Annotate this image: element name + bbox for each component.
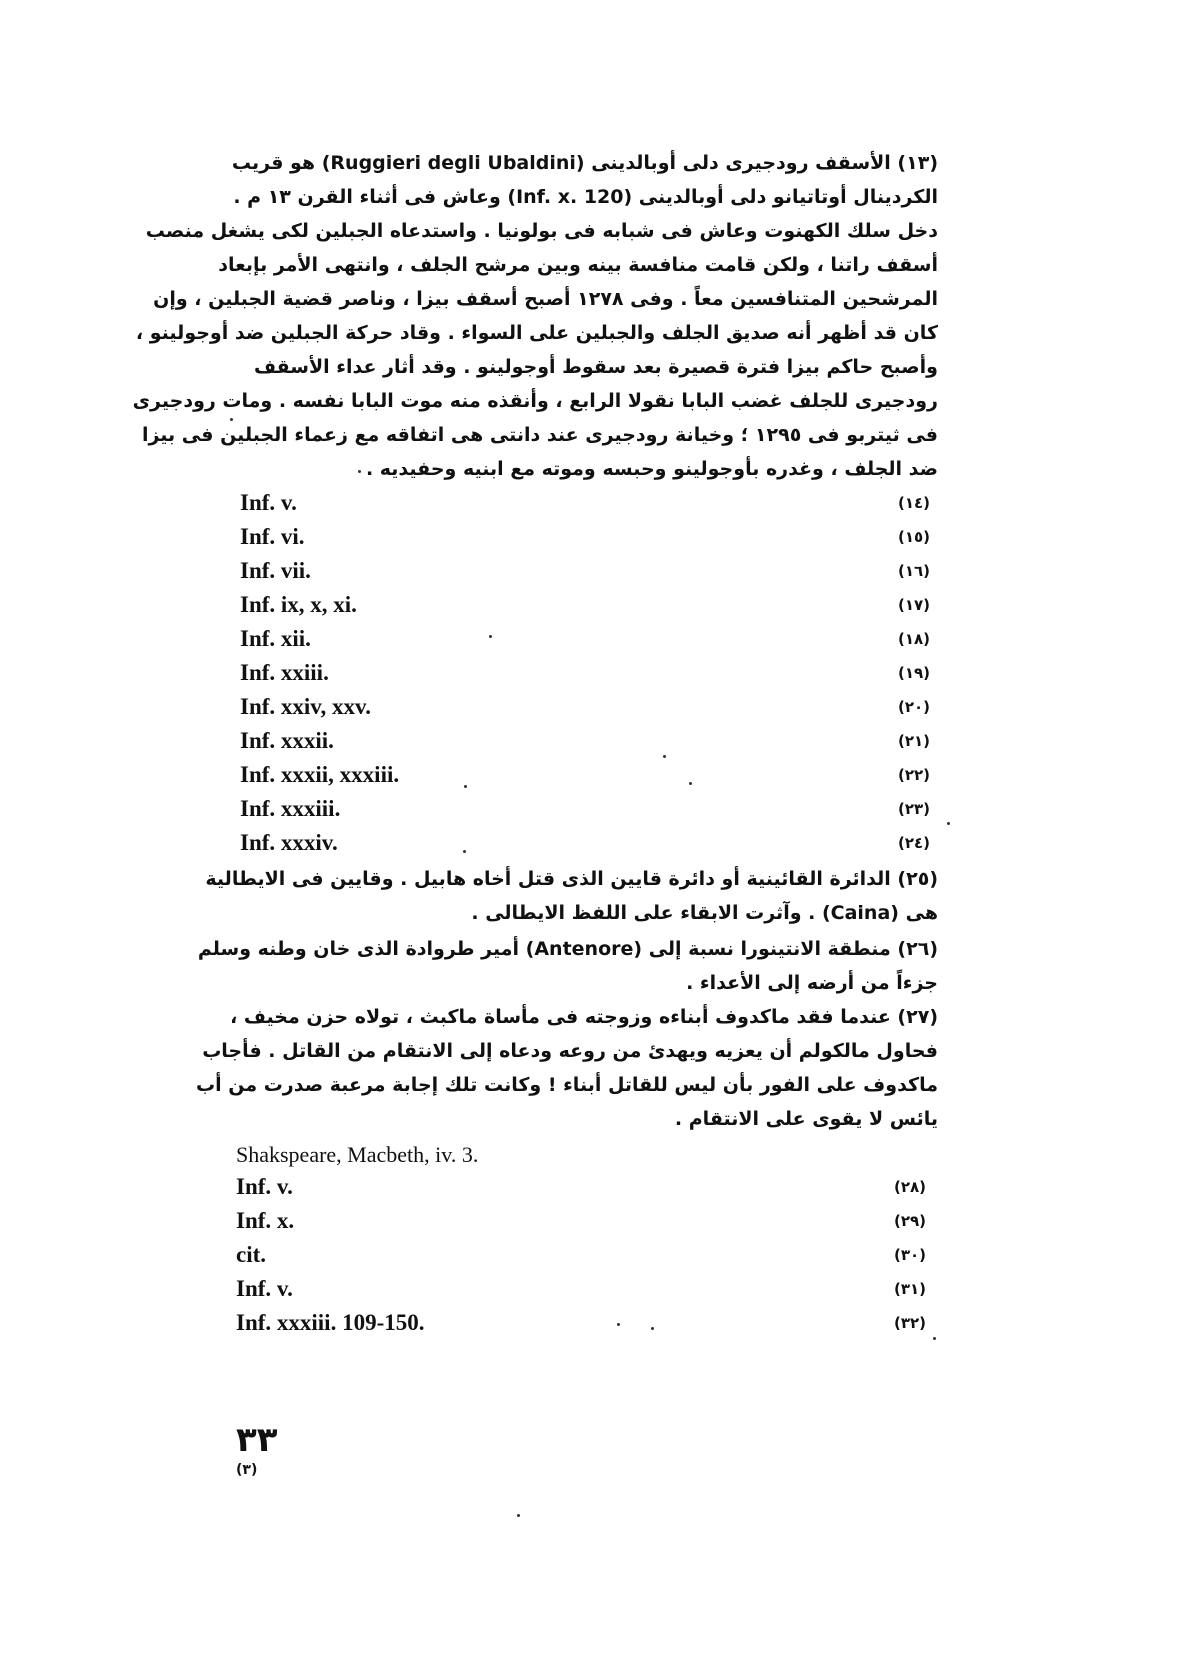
footnote-row <box>236 1174 926 1208</box>
scan-speck <box>933 1337 936 1340</box>
footnote-reference: Inf. v. <box>236 1174 293 1199</box>
note-13-line: (١٣) الأسقف رودجيرى دلى أوبالدينى (Ruggieri degli Ubaldini) هو قريب <box>231 152 938 174</box>
scan-speck <box>517 1514 520 1517</box>
scan-speck <box>358 470 361 473</box>
footnote-row <box>240 728 930 762</box>
footnote-number: (٢٠) <box>897 698 930 716</box>
scan-speck <box>230 418 233 421</box>
note-26-line: جزءاً من أرضه إلى الأعداء . <box>686 972 938 994</box>
footnote-row <box>240 694 930 728</box>
scan-speck <box>651 1327 654 1330</box>
note-13-line: دخل سلك الكهنوت وعاش فى شبابه فى بولونيا . واستدعاه الجبلين لكى يشغل منصب <box>145 220 938 242</box>
note-25-line: (٢٥) الدائرة القائينية أو دائرة قايين الذى قتل أخاه هابيل . وقايين فى الايطالية <box>205 868 938 890</box>
footnote-reference: Inf. x. <box>236 1208 295 1233</box>
page-number: ٣٣ <box>236 1420 278 1460</box>
footnote-row <box>240 830 930 864</box>
note-25-line: هى (Caina) . وآثرت الابقاء على اللفظ الايطالى . <box>471 902 938 924</box>
footnote-reference: Inf. ix, x, xi. <box>240 592 357 617</box>
footnote-row <box>240 796 930 830</box>
footnote-reference: Inf. xxxii. <box>240 728 334 753</box>
footnote-row <box>240 558 930 592</box>
footnote-reference: Inf. vii. <box>240 558 311 583</box>
footnote-number: (٣٠) <box>893 1246 926 1264</box>
footnote-row <box>236 1276 926 1310</box>
note-13-line: كان قد أظهر أنه صديق الجلف والجبلين على السواء . وقاد حركة الجبلين ضد أوجولينو ، <box>135 322 938 344</box>
footnote-number: (١٥) <box>897 528 930 546</box>
footnote-reference: Inf. xii. <box>240 626 311 651</box>
footnote-number: (٣١) <box>893 1280 926 1298</box>
note-27-line: ماكدوف على الفور بأن ليس للقاتل أبناء ! وكانت تلك إجابة مرعبة صدرت من أب <box>196 1074 938 1096</box>
footnote-reference: Inf. v. <box>236 1276 293 1301</box>
footnote-reference: Inf. xxxiii. <box>240 796 341 821</box>
note-13-line: فى ثيتربو فى ١٢٩٥ ؛ وخيانة رودجيرى عند دانتى هى اتفاقه مع زعماء الجبلين فى بيزا <box>141 424 938 446</box>
scan-speck <box>489 635 492 638</box>
footnote-number: (٢٢) <box>897 766 930 784</box>
note-27-line: فحاول مالكولم أن يعزيه ويهدئ من روعه ودعاه إلى الانتقام من القاتل . فأجاب <box>202 1040 938 1062</box>
footnote-row <box>240 592 930 626</box>
footnote-number: (١٩) <box>897 664 930 682</box>
footnote-number: (٢٨) <box>893 1178 926 1196</box>
footnote-row <box>236 1310 926 1344</box>
footnote-reference: Inf. xxiii. <box>240 660 329 685</box>
signature-mark: (٣) <box>236 1462 258 1478</box>
scan-speck <box>663 755 666 758</box>
footnote-row <box>236 1208 926 1242</box>
footnote-number: (٢٩) <box>893 1212 926 1230</box>
footnote-row <box>240 490 930 524</box>
footnote-number: (٢٣) <box>897 800 930 818</box>
note-13-line: أسقف راتنا ، ولكن قامت منافسة بينه وبين مرشح الجلف ، وانتهى الأمر بإبعاد <box>218 254 938 276</box>
note-13-line: رودجيرى للجلف غضب البابا نقولا الرابع ، وأنقذه منه موت البابا نفسه . ومات رودجيرى <box>132 390 938 412</box>
scan-speck <box>617 1323 620 1326</box>
note-13-line: ضد الجلف ، وغدره بأوجولينو وحبسه وموته مع ابنيه وحفيديه . <box>365 458 938 480</box>
footnote-number: (١٤) <box>897 494 930 512</box>
footnote-row <box>240 762 930 796</box>
footnote-number: (٢٤) <box>897 834 930 852</box>
footnote-number: (١٧) <box>897 596 930 614</box>
footnote-number: (١٨) <box>897 630 930 648</box>
footnote-row <box>240 524 930 558</box>
note-27-line: يائس لا يقوى على الانتقام . <box>674 1108 938 1130</box>
footnote-row <box>240 626 930 660</box>
note-27-line: (٢٧) عندما فقد ماكدوف أبناءه وزوجته فى مأساة ماكبث ، تولاه حزن مخيف ، <box>230 1006 938 1028</box>
scan-speck <box>947 822 950 825</box>
footnote-reference: Inf. xxxii, xxxiii. <box>240 762 400 787</box>
footnote-reference: cit. <box>236 1242 267 1267</box>
note-26-line: (٢٦) منطقة الانتينورا نسبة إلى (Antenore) أمير طروادة الذى خان وطنه وسلم <box>197 938 938 960</box>
note-13-line: الكردينال أوتاتيانو دلى أوبالدينى (Inf. x. 120) وعاش فى أثناء القرن ١٣ م . <box>233 186 938 208</box>
footnote-number: (١٦) <box>897 562 930 580</box>
footnote-reference: Inf. vi. <box>240 524 305 549</box>
footnote-reference: Inf. xxxiv. <box>240 830 338 855</box>
note-13-line: المرشحين المتنافسين معاً . وفى ١٢٧٨ أصبح أسقف بيزا ، وناصر قضية الجبلين ، وإن <box>153 288 938 310</box>
footnote-row <box>240 660 930 694</box>
footnote-row <box>236 1242 926 1276</box>
scan-speck <box>463 850 466 853</box>
footnote-reference: Inf. xxxiii. 109-150. <box>236 1310 425 1335</box>
footnote-reference: Inf. xxiv, xxv. <box>240 694 372 719</box>
note-13-line: وأصبح حاكم بيزا فترة قصيرة بعد سقوط أوجولينو . وقد أثار عداء الأسقف <box>253 356 938 378</box>
footnote-number: (٢١) <box>897 732 930 750</box>
scan-speck <box>689 782 692 785</box>
footnote-number: (٣٢) <box>893 1314 926 1332</box>
footnote-reference: Inf. v. <box>240 490 297 515</box>
scan-speck <box>464 785 467 788</box>
shakespeare-reference: Shakspeare, Macbeth, iv. 3. <box>236 1142 479 1167</box>
